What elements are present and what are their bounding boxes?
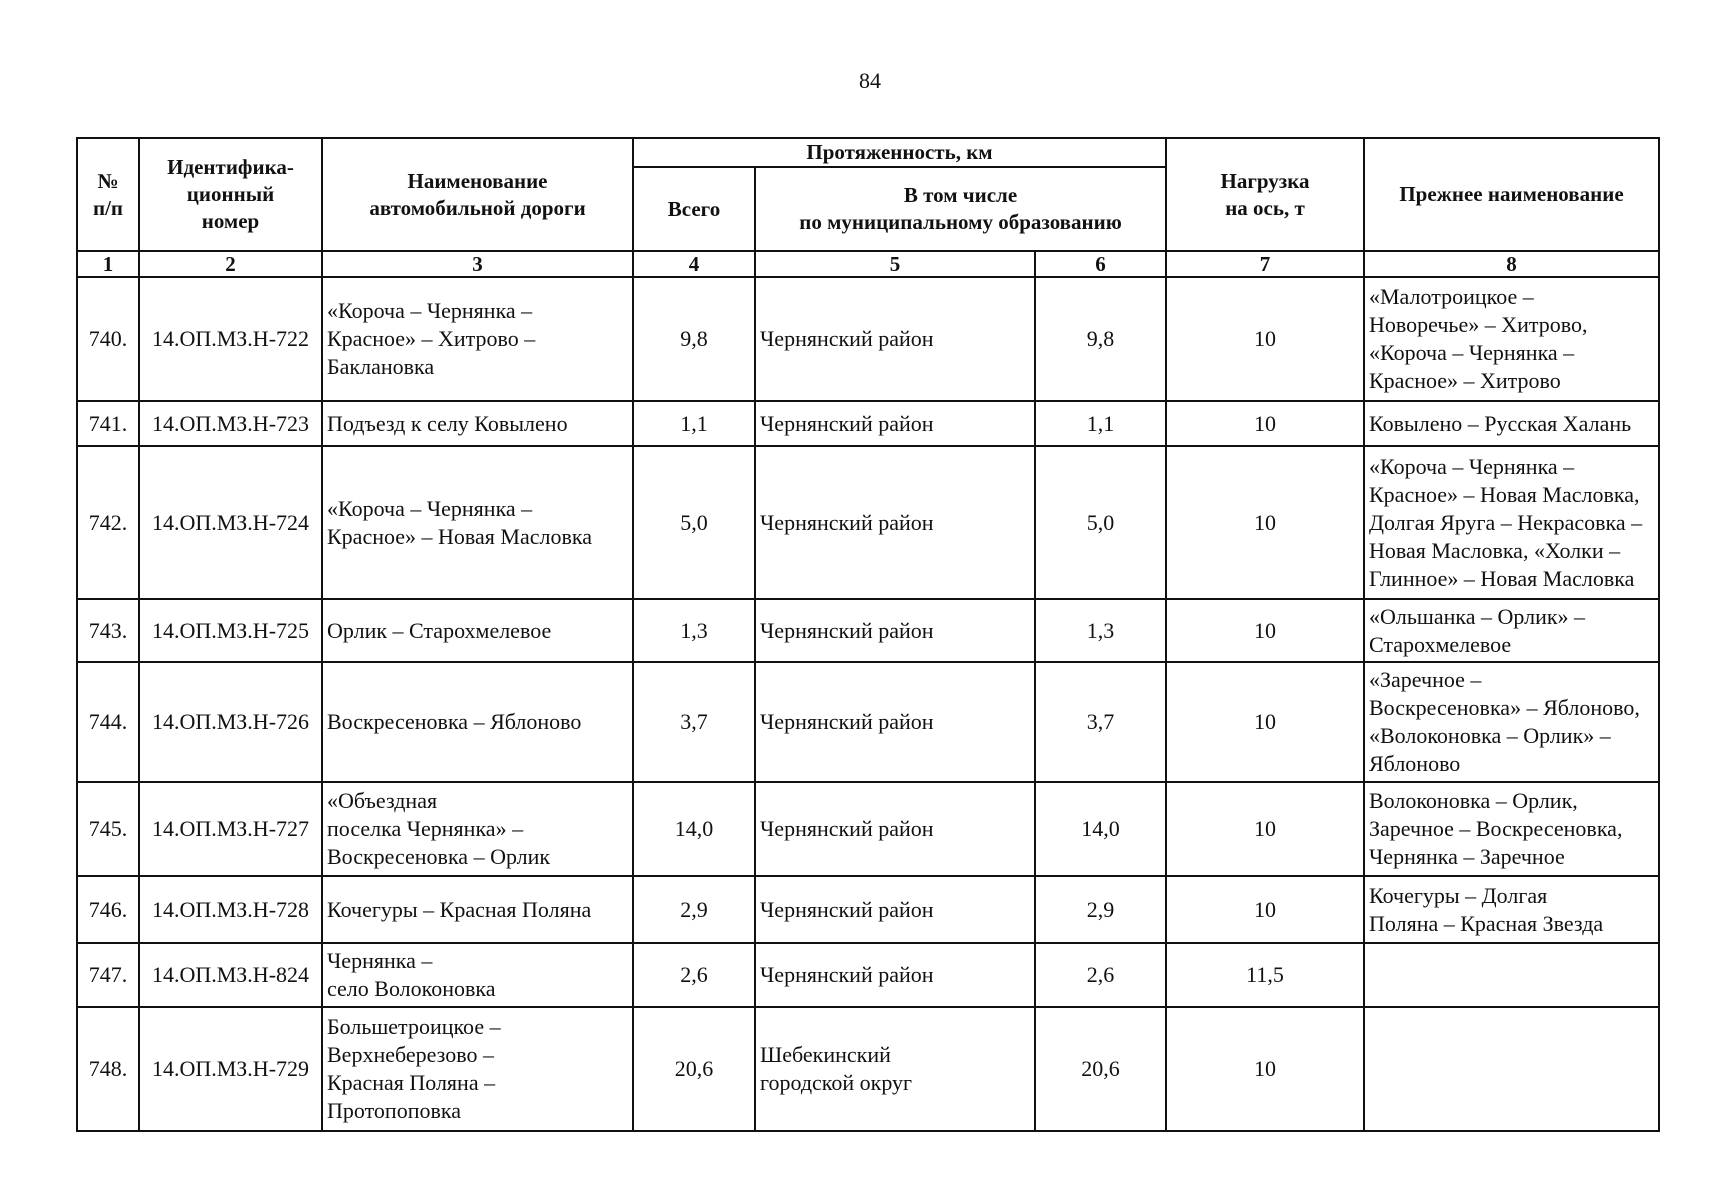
- former-name: Ковылено – Русская Халань: [1364, 401, 1659, 446]
- table-row: [77, 599, 1659, 662]
- road-id: 14.ОП.МЗ.Н-727: [139, 782, 322, 876]
- column-number: 1: [77, 251, 139, 277]
- column-number: 4: [633, 251, 755, 277]
- header-municipal: В том числе по муниципальному образованию: [755, 167, 1166, 251]
- former-name: «Ольшанка – Орлик» – Старохмелевое: [1364, 599, 1659, 662]
- municipality: Чернянский район: [755, 782, 1035, 876]
- row-number: 744.: [77, 662, 139, 782]
- row-number: 748.: [77, 1007, 139, 1131]
- column-number: 2: [139, 251, 322, 277]
- road-name: «Короча – Чернянка – Красное» – Хитрово – Баклановка: [322, 277, 633, 401]
- header-former-name: Прежнее наименование: [1364, 138, 1659, 251]
- axle-load: 10: [1166, 277, 1364, 401]
- table-row: [77, 662, 1659, 782]
- former-name: «Короча – Чернянка – Красное» – Новая Масловка, Долгая Яруга – Некрасовка – Новая Масловка, «Холки – Глинное» – Новая Масловка: [1364, 446, 1659, 599]
- row-number: 741.: [77, 401, 139, 446]
- road-id: 14.ОП.МЗ.Н-724: [139, 446, 322, 599]
- column-number: 8: [1364, 251, 1659, 277]
- length-total: 20,6: [633, 1007, 755, 1131]
- road-id: 14.ОП.МЗ.Н-728: [139, 876, 322, 943]
- axle-load: 10: [1166, 782, 1364, 876]
- header-id: Идентифика- ционный номер: [139, 138, 322, 251]
- header-length: Протяженность, км: [633, 138, 1166, 167]
- row-number: 746.: [77, 876, 139, 943]
- header-total: Всего: [633, 167, 755, 251]
- municipality: Чернянский район: [755, 876, 1035, 943]
- municipal-length: 5,0: [1035, 446, 1166, 599]
- length-total: 1,3: [633, 599, 755, 662]
- header-road-name: Наименование автомобильной дороги: [322, 138, 633, 251]
- length-total: 9,8: [633, 277, 755, 401]
- axle-load: 10: [1166, 599, 1364, 662]
- road-id: 14.ОП.МЗ.Н-824: [139, 943, 322, 1007]
- former-name: [1364, 1007, 1659, 1131]
- length-total: 5,0: [633, 446, 755, 599]
- table-row: [77, 446, 1659, 599]
- municipal-length: 14,0: [1035, 782, 1166, 876]
- column-number: 6: [1035, 251, 1166, 277]
- former-name: Кочегуры – Долгая Поляна – Красная Звезда: [1364, 876, 1659, 943]
- road-name: Орлик – Старохмелевое: [322, 599, 633, 662]
- length-total: 14,0: [633, 782, 755, 876]
- length-total: 3,7: [633, 662, 755, 782]
- municipality: Чернянский район: [755, 943, 1035, 1007]
- former-name: Волоконовка – Орлик, Заречное – Воскресеновка, Чернянка – Заречное: [1364, 782, 1659, 876]
- header-no: № п/п: [77, 138, 139, 251]
- road-name: «Короча – Чернянка – Красное» – Новая Масловка: [322, 446, 633, 599]
- road-name: Чернянка – село Волоконовка: [322, 943, 633, 1007]
- column-number: 3: [322, 251, 633, 277]
- municipal-length: 9,8: [1035, 277, 1166, 401]
- axle-load: 10: [1166, 1007, 1364, 1131]
- municipality: Чернянский район: [755, 662, 1035, 782]
- row-number: 742.: [77, 446, 139, 599]
- road-id: 14.ОП.МЗ.Н-726: [139, 662, 322, 782]
- roads-table: [76, 137, 1660, 1132]
- column-number: 5: [755, 251, 1035, 277]
- municipality: Шебекинский городской округ: [755, 1007, 1035, 1131]
- municipality: Чернянский район: [755, 599, 1035, 662]
- row-number: 747.: [77, 943, 139, 1007]
- municipal-length: 3,7: [1035, 662, 1166, 782]
- municipal-length: 2,9: [1035, 876, 1166, 943]
- axle-load: 10: [1166, 401, 1364, 446]
- road-id: 14.ОП.МЗ.Н-723: [139, 401, 322, 446]
- municipality: Чернянский район: [755, 446, 1035, 599]
- axle-load: 11,5: [1166, 943, 1364, 1007]
- length-total: 2,6: [633, 943, 755, 1007]
- former-name: «Малотроицкое – Новоречье» – Хитрово, «Короча – Чернянка – Красное» – Хитрово: [1364, 277, 1659, 401]
- municipal-length: 1,1: [1035, 401, 1166, 446]
- road-name: Подъезд к селу Ковылено: [322, 401, 633, 446]
- road-id: 14.ОП.МЗ.Н-722: [139, 277, 322, 401]
- column-number-row: [77, 251, 1659, 277]
- axle-load: 10: [1166, 446, 1364, 599]
- row-number: 745.: [77, 782, 139, 876]
- table-row: [77, 943, 1659, 1007]
- page-number: 84: [859, 68, 881, 93]
- table-row: [77, 401, 1659, 446]
- table-row: [77, 1007, 1659, 1131]
- header-axle-load: Нагрузка на ось, т: [1166, 138, 1364, 251]
- axle-load: 10: [1166, 662, 1364, 782]
- municipal-length: 20,6: [1035, 1007, 1166, 1131]
- municipality: Чернянский район: [755, 277, 1035, 401]
- former-name: «Заречное – Воскресеновка» – Яблоново, «Волоконовка – Орлик» – Яблоново: [1364, 662, 1659, 782]
- former-name: [1364, 943, 1659, 1007]
- row-number: 740.: [77, 277, 139, 401]
- road-name: Воскресеновка – Яблоново: [322, 662, 633, 782]
- road-name: Кочегуры – Красная Поляна: [322, 876, 633, 943]
- road-id: 14.ОП.МЗ.Н-729: [139, 1007, 322, 1131]
- municipality: Чернянский район: [755, 401, 1035, 446]
- axle-load: 10: [1166, 876, 1364, 943]
- column-number: 7: [1166, 251, 1364, 277]
- table-row: [77, 277, 1659, 401]
- road-id: 14.ОП.МЗ.Н-725: [139, 599, 322, 662]
- row-number: 743.: [77, 599, 139, 662]
- municipal-length: 2,6: [1035, 943, 1166, 1007]
- table-row: [77, 876, 1659, 943]
- length-total: 2,9: [633, 876, 755, 943]
- municipal-length: 1,3: [1035, 599, 1166, 662]
- table-row: [77, 782, 1659, 876]
- road-name: Большетроицкое – Верхнеберезово – Красная Поляна – Протопоповка: [322, 1007, 633, 1131]
- road-name: «Объездная поселка Чернянка» – Воскресеновка – Орлик: [322, 782, 633, 876]
- length-total: 1,1: [633, 401, 755, 446]
